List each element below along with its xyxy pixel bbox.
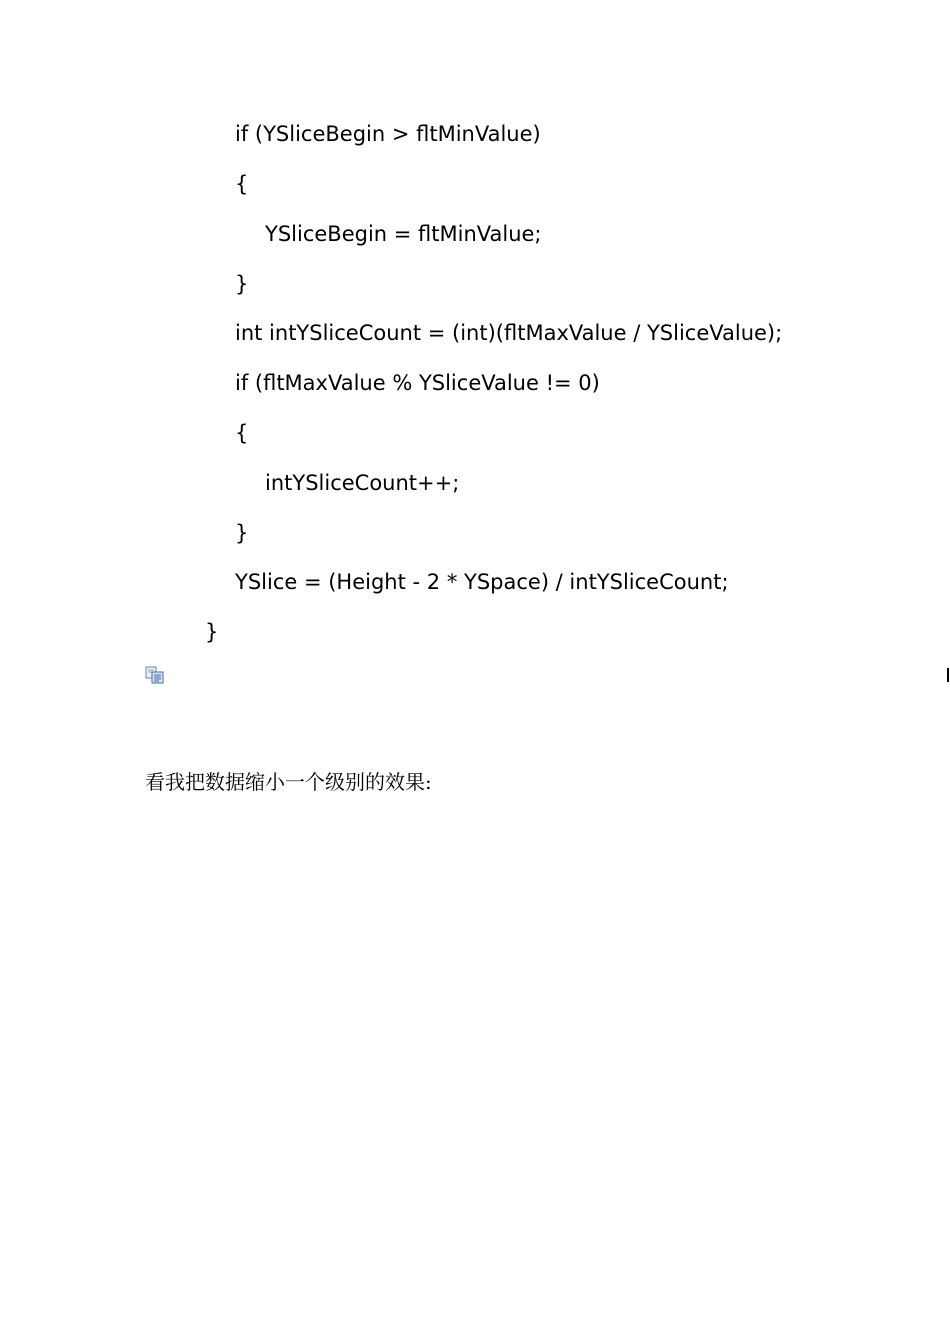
copy-code-icon[interactable] bbox=[145, 665, 165, 685]
caption-text: 看我把数据缩小一个级别的效果: bbox=[145, 770, 432, 794]
code-line-8: intYSliceCount++; bbox=[265, 471, 460, 495]
code-line-10: YSlice = (Height - 2 * YSpace) / intYSliceCount; bbox=[235, 570, 729, 594]
code-line-6: if (fltMaxValue % YSliceValue != 0) bbox=[235, 371, 600, 395]
code-line-1: if (YSliceBegin > fltMinValue) bbox=[235, 122, 541, 146]
code-line-7: { bbox=[235, 421, 249, 445]
page-edge-mark bbox=[947, 668, 949, 682]
code-line-3: YSliceBegin = fltMinValue; bbox=[265, 222, 542, 246]
code-line-9: } bbox=[235, 521, 249, 545]
code-line-2: { bbox=[235, 172, 249, 196]
code-line-11: } bbox=[205, 620, 219, 644]
code-line-5: int intYSliceCount = (int)(fltMaxValue / YSliceValue); bbox=[235, 321, 783, 345]
code-line-4: } bbox=[235, 272, 249, 296]
